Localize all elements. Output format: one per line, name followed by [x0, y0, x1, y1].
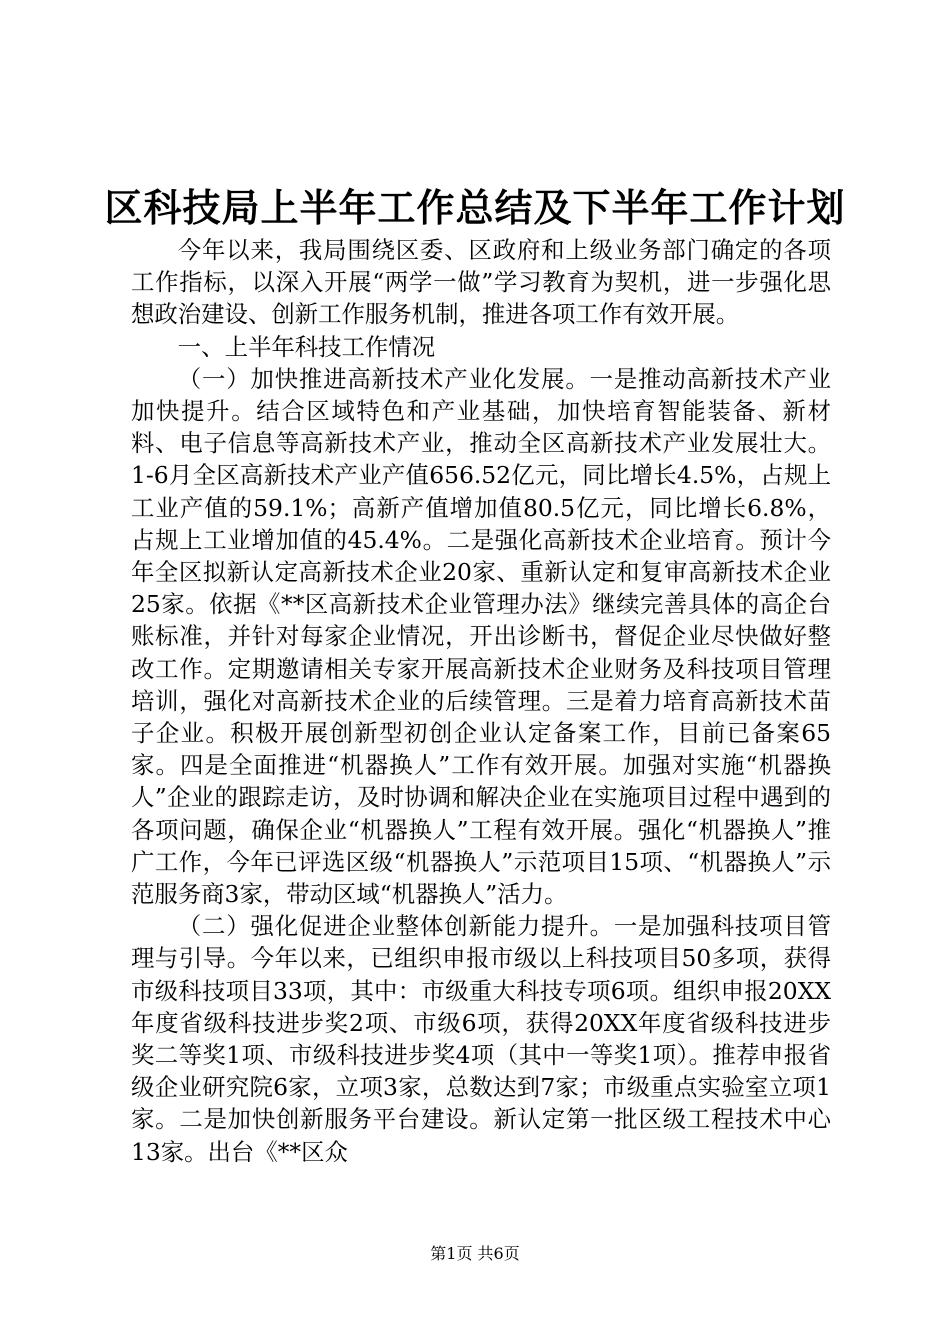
paragraph-innovation-capacity: （二）强化促进企业整体创新能力提升。一是加强科技项目管理与引导。今年以来，已组织申报市级以上科技项目50多项，获得市级科技项目33项，其中：市级重大科技专项6项。组织申报20XX年度省级科技进步奖2项、市级6项，获得20XX年度省级科技进步奖二等奖1项、市级科技进步奖4项（其中一等奖1项）。推荐申报省级企业研究院6家，立项3家，总数达到7家；市级重点实验室立项1家。二是加快创新服务平台建设。新认定第一批区级工程技术中心13家。出台《**区众: [131, 912, 831, 1166]
paragraph-hightech-industry: （一）加快推进高新技术产业化发展。一是推动高新技术产业加快提升。结合区域特色和产业基础，加快培育智能装备、新材料、电子信息等高新技术产业，推动全区高新技术产业发展壮大。1-6月全区高新技术产业产值656.52亿元，同比增长4.5%，占规上工业产值的59.1%；高新产值增加值80.5亿元，同比增长6.8%，占规上工业增加值的45.4%。二是强化高新技术企业培育。预计今年全区拟新认定高新技术企业20家、重新认定和复审高新技术企业25家。依据《**区高新技术企业管理办法》继续完善具体的高企台账标准，并针对每家企业情况，开出诊断书，督促企业尽快做好整改工作。定期邀请相关专家开展高新技术企业财务及科技项目管理培训，强化对高新技术企业的后续管理。三是着力培育高新技术苗子企业。积极开展创新型初创企业认定备案工作，目前已备案65家。四是全面推进“机器换人”工作有效开展。加强对实施“机器换人”企业的跟踪走访，及时协调和解决企业在实施项目过程中遇到的各项问题，确保企业“机器换人”工程有效开展。强化“机器换人”推广工作，今年已评选区级“机器换人”示范项目15项、“机器换人”示范服务商3家，带动区域“机器换人”活力。: [131, 364, 831, 909]
page-footer: 第1页 共6页: [430, 1244, 520, 1263]
document-title: 区科技局上半年工作总结及下半年工作计划: [104, 185, 846, 230]
document-body: [131, 234, 831, 1168]
section-heading-first-half: 一、上半年科技工作情况: [177, 332, 436, 361]
paragraph-intro: 今年以来，我局围绕区委、区政府和上级业务部门确定的各项工作指标，以深入开展“两学一做”学习教育为契机，进一步强化思想政治建设、创新工作服务机制，推进各项工作有效开展。: [131, 236, 831, 329]
